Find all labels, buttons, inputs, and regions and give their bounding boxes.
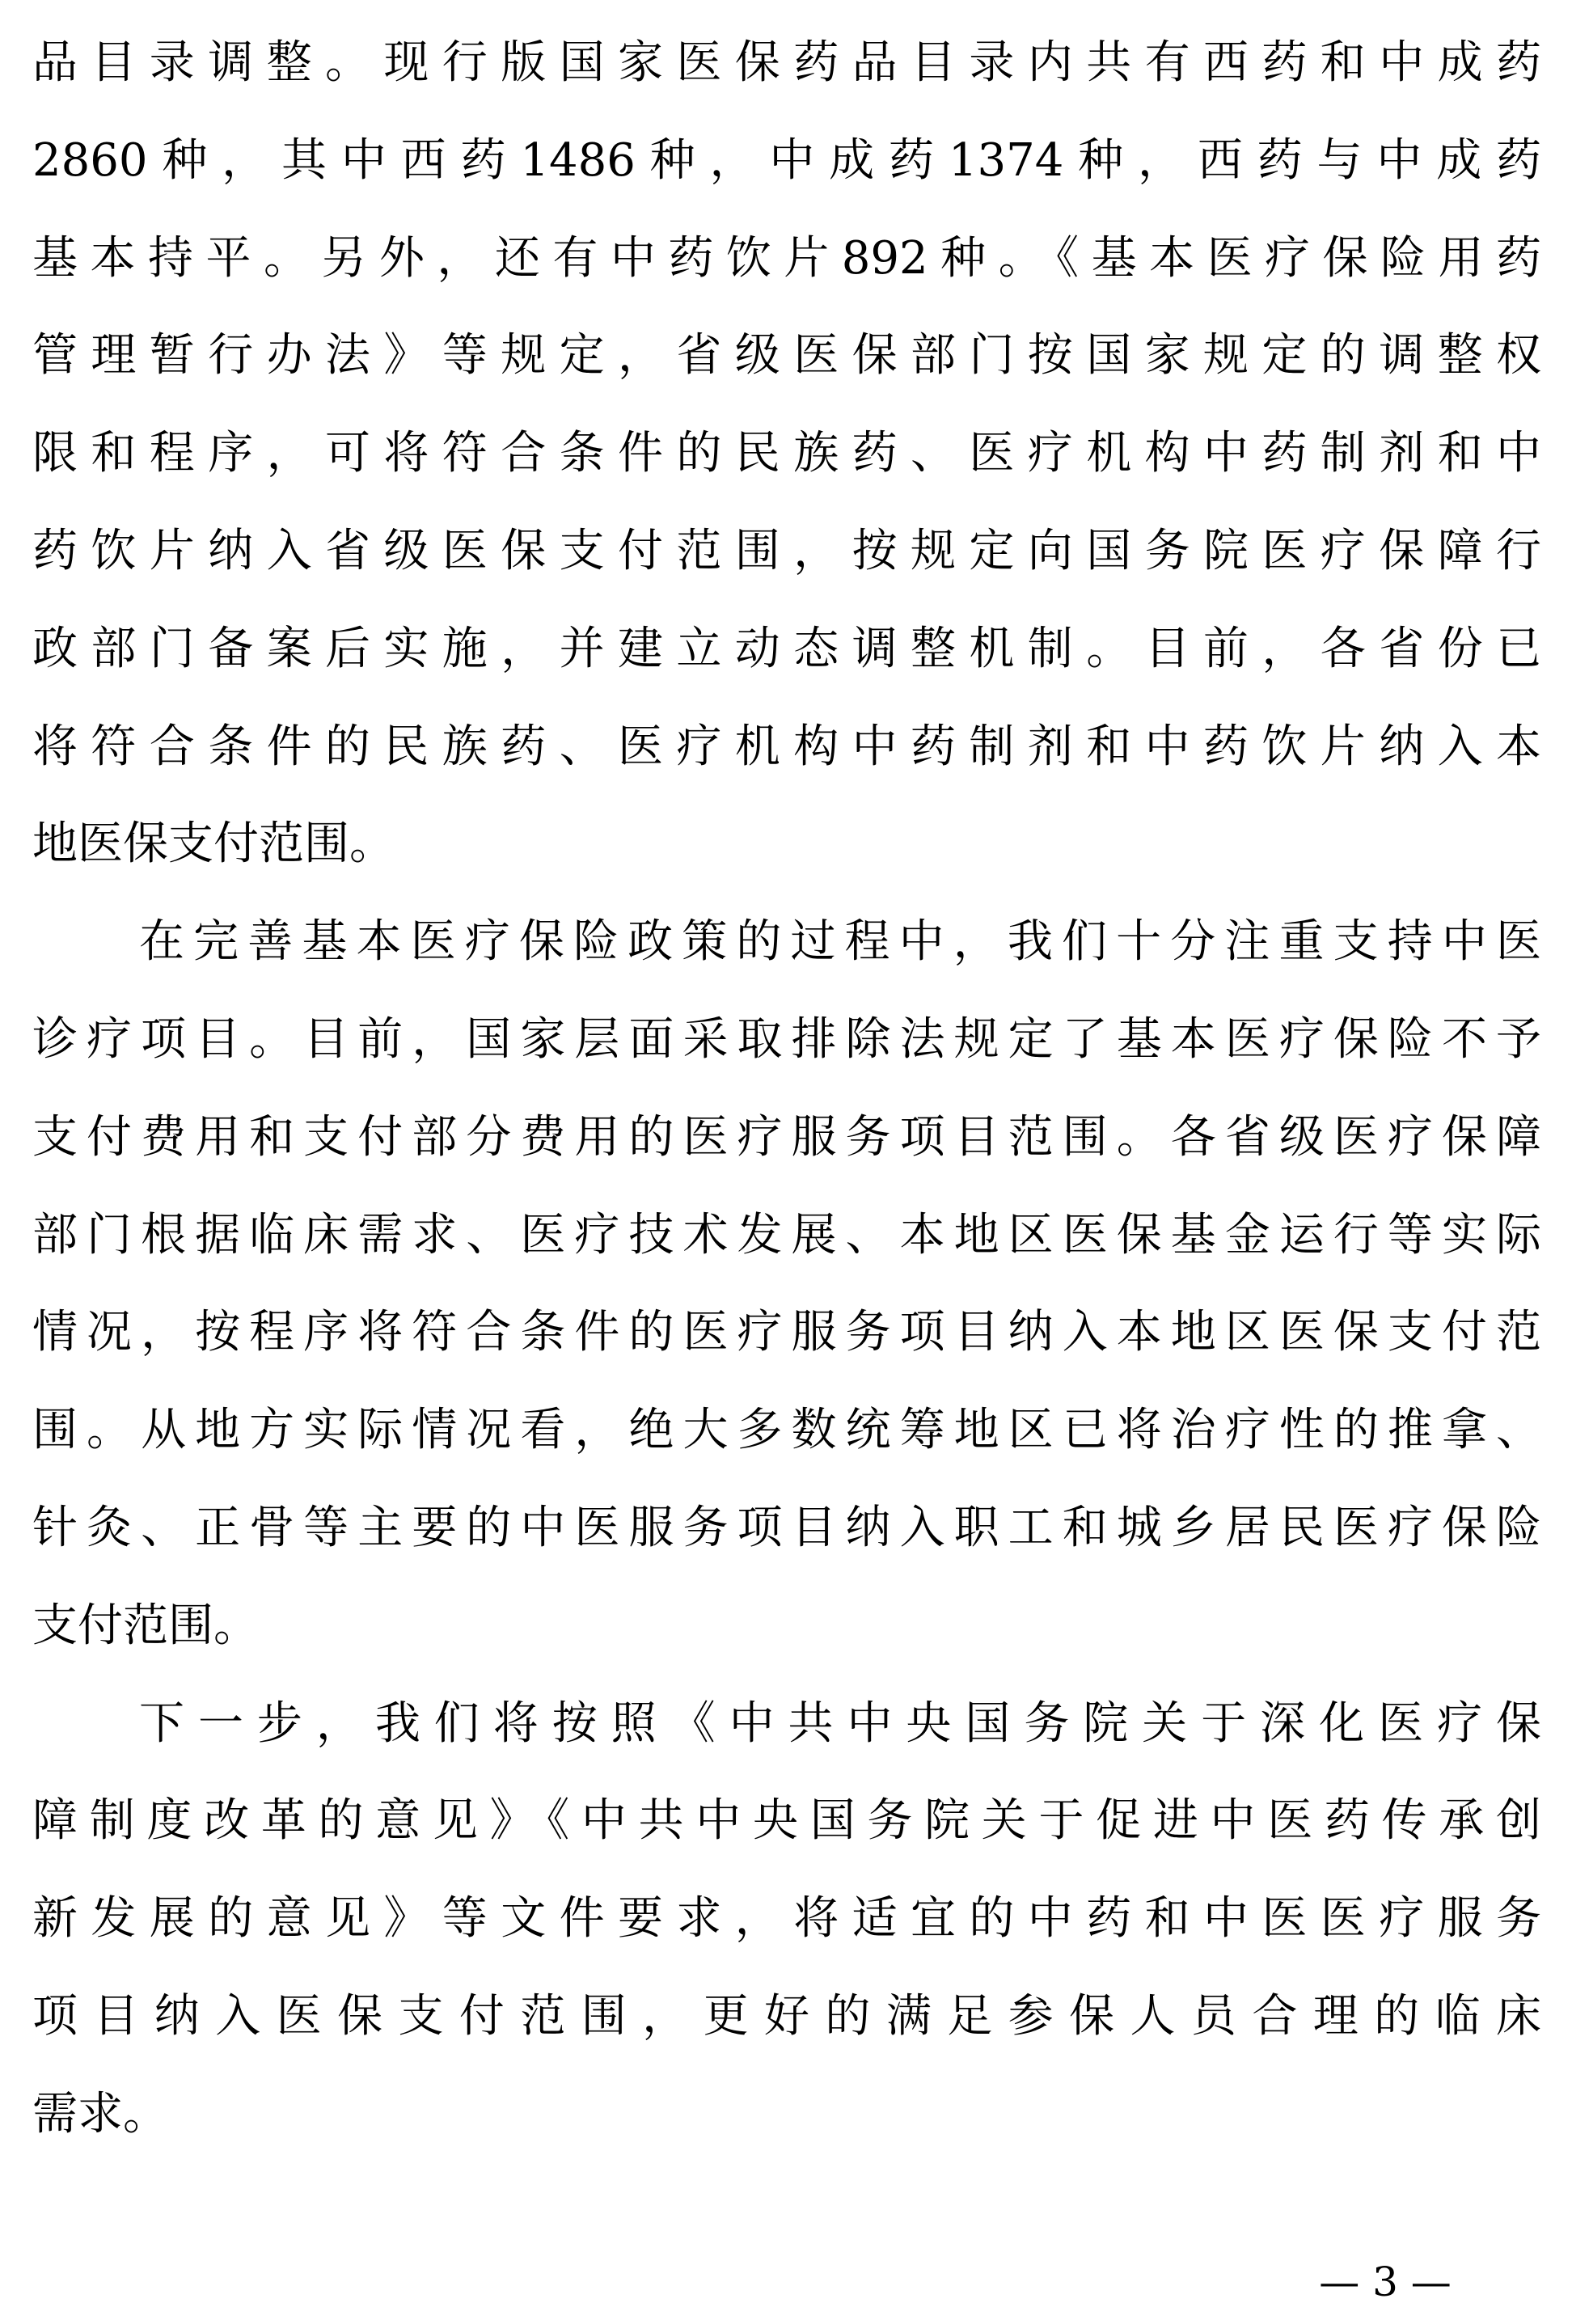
text-line: 部门根据临床需求、医疗技术发展、本地区医保基金运行等实际 [32, 1208, 1541, 1261]
text-line: 围。从地方实际情况看，绝大多数统筹地区已将治疗性的推拿、 [32, 1404, 1541, 1457]
text-line: 地医保支付范围。 [32, 818, 395, 871]
text-line: 项目纳入医保支付范围，更好的满足参保人员合理的临床 [32, 1989, 1541, 2043]
text-line: 2860种，其中西药1486种，中成药1374种，西药与中成药 [32, 133, 1541, 187]
text-line: 需求。 [32, 2087, 168, 2140]
text-line: 支付范围。 [32, 1599, 259, 1652]
page-number: — 3 — [1319, 2259, 1452, 2305]
text-line: 障制度改革的意见》《中共中央国务院关于促进中医药传承创 [32, 1794, 1541, 1848]
text-line: 管理暂行办法》等规定，省级医保部门按国家规定的调整权 [32, 329, 1541, 382]
text-line: 药饮片纳入省级医保支付范围，按规定向国务院医疗保障行 [32, 524, 1541, 577]
paragraph-first-line: 在完善基本医疗保险政策的过程中，我们十分注重支持中医 [139, 915, 1541, 969]
text-line: 针灸、正骨等主要的中医服务项目纳入职工和城乡居民医疗保险 [32, 1501, 1541, 1554]
text-line: 支付费用和支付部分费用的医疗服务项目范围。各省级医疗保障 [32, 1110, 1541, 1164]
text-line: 基本持平。另外，还有中药饮片892种。《基本医疗保险用药 [32, 231, 1541, 285]
text-line: 将符合条件的民族药、医疗机构中药制剂和中药饮片纳入本 [32, 720, 1541, 773]
text-line: 情况，按程序将符合条件的医疗服务项目纳入本地区医保支付范 [32, 1306, 1541, 1359]
text-line: 新发展的意见》等文件要求，将适宜的中药和中医医疗服务 [32, 1892, 1541, 1946]
text-line: 品目录调整。现行版国家医保药品目录内共有西药和中成药 [32, 36, 1541, 89]
paragraph-first-line: 下一步，我们将按照《中共中央国务院关于深化医疗保 [139, 1697, 1541, 1750]
body-text [32, 15, 1541, 2164]
text-line: 诊疗项目。目前，国家层面采取排除法规定了基本医疗保险不予 [32, 1012, 1541, 1066]
text-line: 政部门备案后实施，并建立动态调整机制。目前，各省份已 [32, 622, 1541, 675]
text-line: 限和程序，可将符合条件的民族药、医疗机构中药制剂和中 [32, 427, 1541, 480]
